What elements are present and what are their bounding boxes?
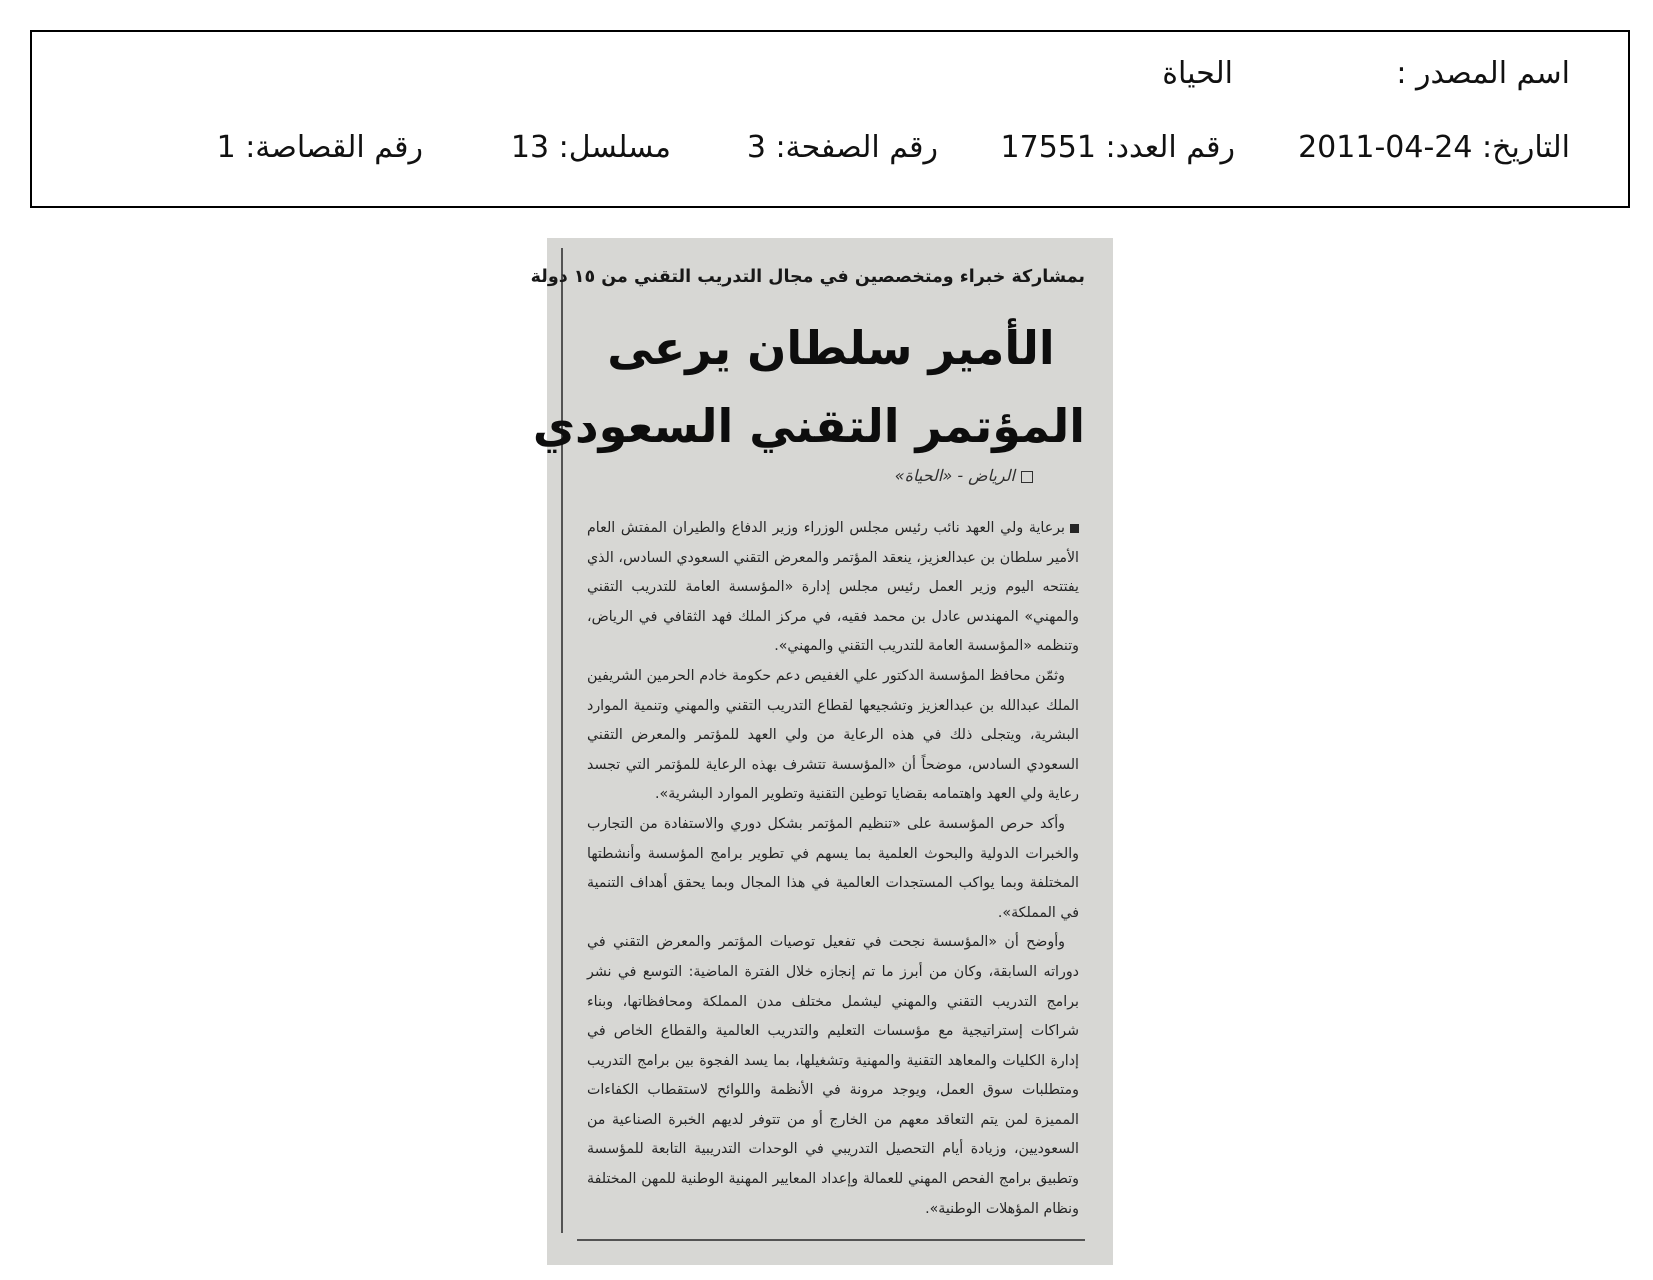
- bottom-rule: [577, 1239, 1085, 1241]
- article-headline-line-1: الأمير سلطان يرعى: [607, 321, 1055, 375]
- issue-number-field: رقم العدد: 17551: [1000, 130, 1235, 165]
- square-bullet-icon: [1070, 524, 1079, 533]
- source-value: الحياة: [1162, 56, 1233, 91]
- dateline-text: الرياض - «الحياة»: [894, 466, 1015, 485]
- article-kicker: بمشاركة خبراء ومتخصصين في مجال التدريب التقني من ١٥ دولة: [530, 267, 1085, 287]
- square-outline-icon: [1021, 471, 1033, 483]
- clipping-metadata-box: [30, 30, 1630, 208]
- clip-number-field: رقم القصاصة: 1: [216, 130, 423, 165]
- article-body: [587, 514, 1079, 1224]
- article-paragraph: وأكد حرص المؤسسة على «تنظيم المؤتمر بشكل دوري والاستفادة من التجارب والخبرات الدولية والبحوث العلمية بما يسهم في تطوير برامج المؤسسة وأنشطتها المختلفة وبما يواكب المستجدات العالمية في هذا المجال وبما يحقق أهداف التنمية في المملكة».: [587, 815, 1079, 921]
- newspaper-clipping: [530, 238, 1113, 1265]
- article-paragraph-text: برعاية ولي العهد نائب رئيس مجلس الوزراء وزير الدفاع والطيران المفتش العام الأمير سلطان بن عبدالعزيز، ينعقد المؤتمر والمعرض التقني السعودي السادس، الذي يفتتحه اليوم وزير العمل رئيس مجلس إدارة «المؤسسة العامة للتدريب التقني والمهني» المهندس عادل بن محمد فقيه، في مركز الملك فهد الثقافي في الرياض، وتنظمه «المؤسسة العامة للتدريب التقني والمهني».: [587, 520, 1079, 655]
- article-headline-line-2: المؤتمر التقني السعودي: [532, 399, 1085, 453]
- article-dateline: [895, 466, 1033, 486]
- date-field: التاريخ: 24-04-2011: [1298, 130, 1570, 165]
- serial-number-field: مسلسل: 13: [510, 130, 671, 165]
- page-number-field: رقم الصفحة: 3: [746, 130, 938, 165]
- article-paragraph: وأوضح أن «المؤسسة نجحت في تفعيل توصيات المؤتمر والمعرض التقني في دوراته السابقة، وكان من أبرز ما تم إنجازه خلال الفترة الماضية: التوسع في نشر برامج التدريب التقني والمهني ليشمل مختلف مدن المملكة ومحافظاتها، وبناء شراكات إستراتيجية مع مؤسسات التعليم والتدريب العالمية والقطاع الخاص في إدارة الكليات والمعاهد التقنية والمهنية وتشغيلها، بما يسد الفجوة بين برامج التدريب ومتطلبات سوق العمل، ويوجد مرونة في الأنظمة واللوائح لاستقطاب الكفاءات المميزة لمن يتم التعاقد معهم من الخارج أو من تتوفر لديهم الخبرة الصناعية من السعوديين، وزيادة أيام التحصيل التدريبي في الوحدات التدريبية التابعة للمؤسسة وتطبيق برامج الفحص المهني للعمالة وإعداد المعايير المهنية الوطنية للمهن المختلفة ونظام المؤهلات الوطنية».: [587, 934, 1079, 1217]
- article-paragraph: [587, 514, 1079, 662]
- article-paragraph: وثمّن محافظ المؤسسة الدكتور علي الغفيص دعم حكومة خادم الحرمين الشريفين الملك عبدالله بن عبدالعزيز وتشجيعها لقطاع التدريب التقني والمهني وتنمية الموارد البشرية، ويتجلى ذلك في هذه الرعاية من ولي العهد للمؤتمر والمعرض التقني السعودي السادس، موضحاً أن «المؤسسة تتشرف بهذه الرعاية للمؤتمر التي تجسد رعاية ولي العهد واهتمامه بقضايا توطين التقنية وتطوير الموارد البشرية».: [587, 667, 1079, 803]
- source-label: اسم المصدر :: [1396, 56, 1570, 91]
